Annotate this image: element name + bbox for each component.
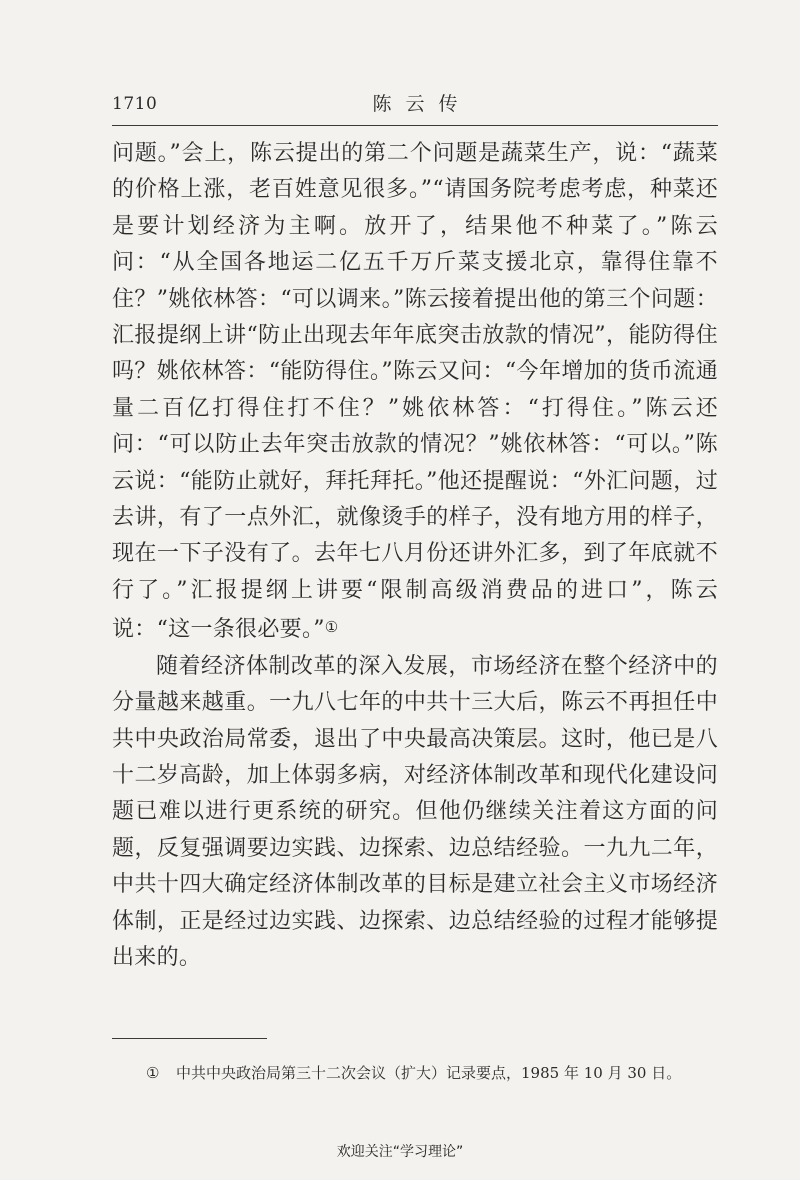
- paragraph-2: 随着经济体制改革的深入发展，市场经济在整个经济中的分量越来越重。一九八七年的中共十三大后，陈云不再担任中共中央政治局常委，退出了中央最高决策层。这时，他已是八十二岁高龄，加上体弱多病，对经济体制改革和现代化建设问题已难以进行更系统的研究。但他仍继续关注着这方面的问题，反复强调要边实践、边探索、边总结经验。一九九二年，中共十四大确定经济体制改革的目标是建立社会主义市场经济体制，正是经过边实践、边探索、边总结经验的过程才能够提出来的。: [112, 653, 718, 970]
- watermark-caption: 欢迎关注“学习理论”: [336, 1144, 464, 1160]
- footnote-text: 中共中央政治局第三十二次会议（扩大）记录要点，1985 年 10 月 30 日。: [176, 1064, 682, 1082]
- paragraph-1-text: 问题。”会上，陈云提出的第二个问题是蔬菜生产，说：“蔬菜的价格上涨，老百姓意见很多。”“请国务院考虑考虑，种菜还是要计划经济为主啊。放开了，结果他不种菜了。”陈云问：“从全国各地运二亿五千万斤菜支援北京，靠得住靠不住？”姚依林答：“可以调来。”陈云接着提出他的第三个问题：汇报提纲上讲“防止出现去年年底突击放款的情况”，能防得住吗？姚依林答：“能防得住。”陈云又问：“今年增加的货币流通量二百亿打得住打不住？”姚依林答：“打得住。”陈云还问：“可以防止去年突击放款的情况？”姚依林答：“可以。”陈云说：“能防止就好，拜托拜托。”他还提醒说：“外汇问题，过去讲，有了一点外汇，就像烫手的样子，没有地方用的样子，现在一下子没有了。去年七八月份还讲外汇多，到了年底就不行了。”汇报提纲上讲要“限制高级消费品的进口”，陈云说：“这一条很必要。”: [112, 141, 718, 643]
- footnote-number: ①: [146, 1064, 160, 1082]
- header-rule: [112, 125, 718, 126]
- footnote: [146, 1062, 736, 1084]
- paragraph-1: [112, 136, 718, 649]
- body-text: [112, 136, 718, 976]
- page-number: 1710: [112, 94, 158, 114]
- footnote-rule: [112, 1038, 267, 1039]
- footnote-marker: ①: [324, 618, 339, 637]
- running-title: 陈云传: [372, 93, 472, 115]
- page-header: [112, 92, 718, 120]
